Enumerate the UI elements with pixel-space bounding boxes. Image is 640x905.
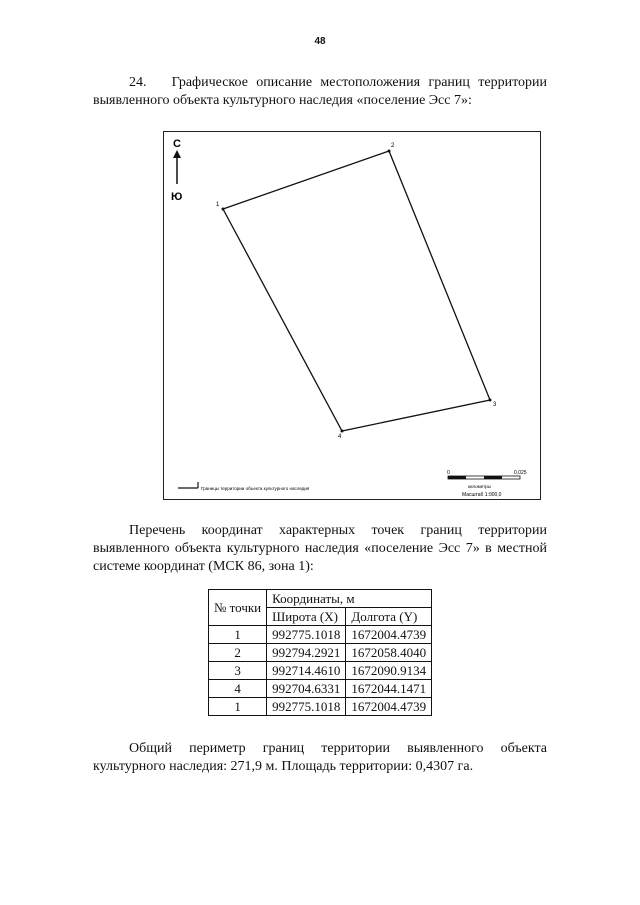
vertex-label-3: 3 bbox=[493, 402, 497, 408]
south-label: Ю bbox=[171, 191, 183, 203]
cell-x: 992794.2921 bbox=[267, 644, 346, 662]
section-title: Графическое описание местоположения границ территории выявленного объекта культурного наследия «поселение Эсс 7»: bbox=[93, 75, 547, 108]
cell-point: 4 bbox=[209, 680, 267, 698]
coordinates-intro bbox=[93, 522, 547, 576]
cell-point: 1 bbox=[209, 698, 267, 716]
boundary-map bbox=[163, 131, 541, 500]
cell-x: 992775.1018 bbox=[267, 626, 346, 644]
cell-y: 1672058.4040 bbox=[346, 644, 432, 662]
vertex-label-2: 2 bbox=[391, 143, 395, 149]
vertex-marker-2 bbox=[388, 150, 391, 153]
vertex-label-1: 1 bbox=[216, 202, 220, 208]
cell-y: 1672004.4739 bbox=[346, 698, 432, 716]
legend-label: Границы территории объекта культурного наследия bbox=[201, 486, 310, 491]
header-point: № точки bbox=[209, 590, 267, 626]
north-label: С bbox=[173, 138, 181, 150]
perimeter-text: Общий периметр границ территории выявленного объекта культурного наследия: 271,9 м. Площадь территории: 0,4307 га. bbox=[93, 741, 547, 774]
cell-x: 992775.1018 bbox=[267, 698, 346, 716]
territory-boundary bbox=[223, 151, 490, 431]
vertex-label-4: 4 bbox=[338, 434, 342, 440]
vertex-marker-1 bbox=[222, 208, 225, 211]
cell-y: 1672090.9134 bbox=[346, 662, 432, 680]
section-heading bbox=[93, 74, 547, 110]
cell-y: 1672044.1471 bbox=[346, 680, 432, 698]
cell-y: 1672004.4739 bbox=[346, 626, 432, 644]
header-longitude: Долгота (Y) bbox=[346, 608, 432, 626]
north-arrowhead-icon bbox=[173, 150, 181, 158]
table-row bbox=[209, 698, 432, 716]
cell-point: 3 bbox=[209, 662, 267, 680]
cell-x: 992714.4610 bbox=[267, 662, 346, 680]
section-number: 24. bbox=[129, 75, 147, 90]
cell-point: 1 bbox=[209, 626, 267, 644]
perimeter-paragraph bbox=[93, 740, 547, 776]
vertex-marker-3 bbox=[489, 399, 492, 402]
table-row bbox=[209, 644, 432, 662]
map-canvas bbox=[164, 132, 542, 501]
table-row bbox=[209, 626, 432, 644]
page-number: 48 bbox=[314, 36, 326, 47]
vertex-marker-4 bbox=[341, 430, 344, 433]
table-row bbox=[209, 662, 432, 680]
header-coordinates: Координаты, м bbox=[267, 590, 432, 608]
scale-text: Масштаб 1:900,0 bbox=[462, 492, 502, 498]
table-header-row bbox=[209, 590, 432, 608]
scale-start-label: 0 bbox=[447, 470, 450, 476]
scale-end-label: 0,025 bbox=[514, 470, 527, 476]
coordinates-intro-text: Перечень координат характерных точек границ территории выявленного объекта культурного наследия «поселение Эсс 7» в местной системе координат (МСК 86, зона 1): bbox=[93, 523, 547, 574]
header-latitude: Широта (X) bbox=[267, 608, 346, 626]
table-row bbox=[209, 680, 432, 698]
coordinates-table bbox=[208, 589, 432, 716]
scale-unit-label: километры bbox=[468, 484, 491, 489]
cell-x: 992704.6331 bbox=[267, 680, 346, 698]
cell-point: 2 bbox=[209, 644, 267, 662]
